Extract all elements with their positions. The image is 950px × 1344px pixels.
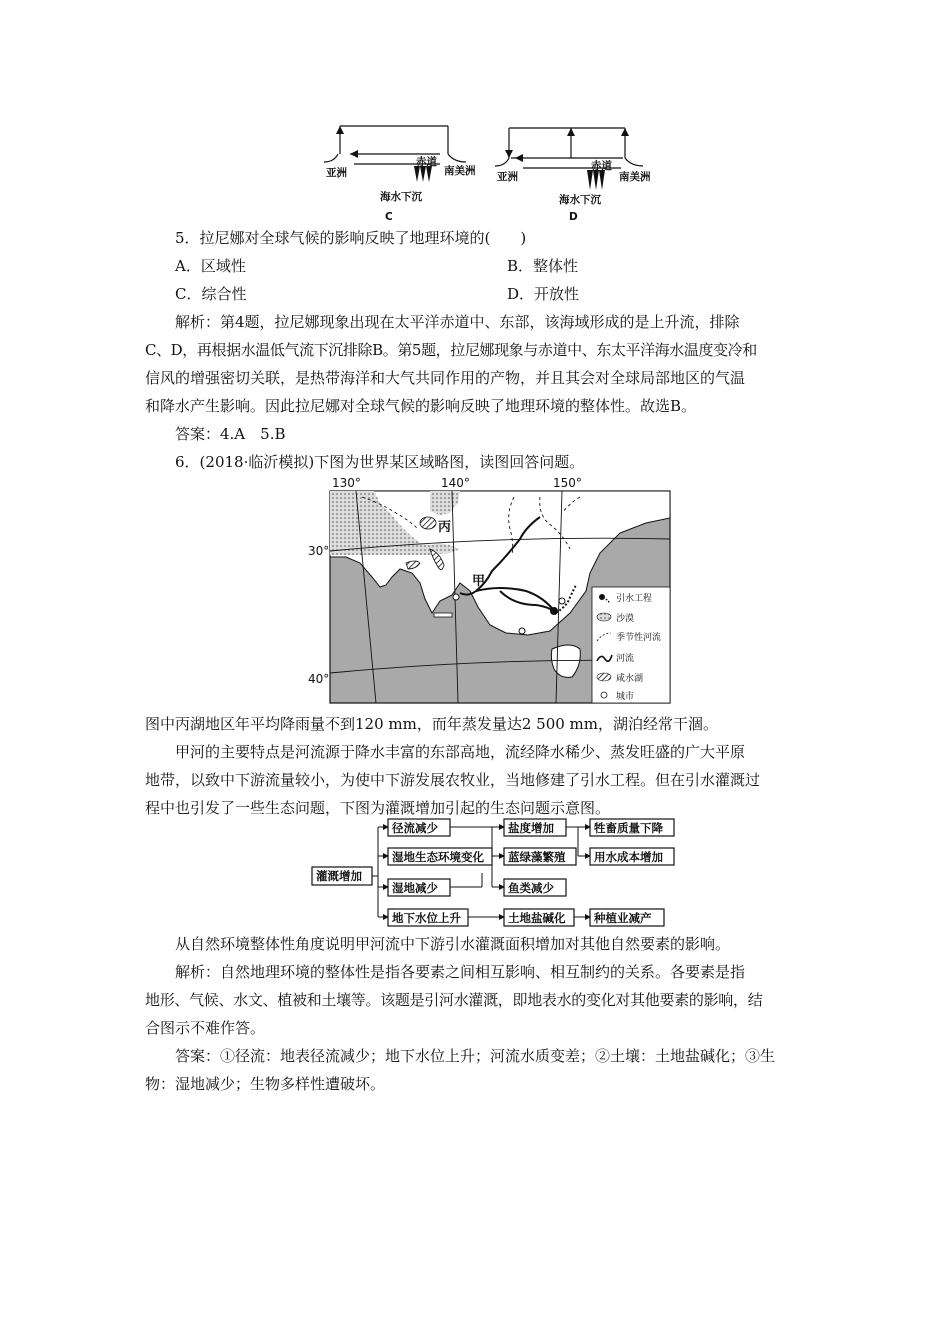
label-south-america: 南美洲 — [444, 165, 476, 177]
flow-salinization: 土地盐碱化 — [508, 911, 566, 925]
analysis1-line-4: 和降水产生影响。因此拉尼娜对全球气候的影响反映了地理环境的整体性。故选B。 — [145, 397, 697, 415]
label-d: D — [569, 211, 578, 223]
label-asia: 亚洲 — [326, 167, 347, 179]
walker-diagram-c — [320, 118, 476, 228]
q6-question: 从自然环境整体性角度说明甲河流中下游引水灌溉面积增加对其他自然要素的影响。 — [175, 935, 731, 953]
q5-option-b: B．整体性 — [507, 257, 579, 275]
flow-crop-reduction: 种植业减产 — [594, 911, 652, 925]
analysis1-line-2: C、D，再根据水温低气流下沉排除B。第5题，拉尼娜现象与赤道中、东太平洋海水温度变冷和 — [145, 341, 757, 359]
label-south-america: 南美洲 — [619, 171, 651, 183]
label-equator: 赤道 — [591, 160, 612, 172]
ecology-flow-diagram — [310, 819, 680, 931]
lon-label-140: 140° — [441, 476, 470, 490]
map-legend — [592, 587, 670, 703]
q6-text-line-2: 甲河的主要特点是河流源于降水丰富的东部高地，流经降水稀少、蒸发旺盛的广大平原 — [145, 743, 746, 761]
q6-text-line-3: 地带，以致中下游流量较小，为使中下游发展农牧业，当地修建了引水工程。但在引水灌溉过 — [145, 771, 761, 789]
q6-answer-line-2: 物：湿地减少；生物多样性遭破坏。 — [145, 1075, 386, 1093]
flow-algae-bloom: 蓝绿藻繁殖 — [508, 850, 566, 864]
q6-stem: 6．(2018·临沂模拟)下图为世界某区域略图，读图回答问题。 — [175, 453, 585, 471]
q6-answer-line-1: 答案：①径流：地表径流减少；地下水位上升；河流水质变差；②土壤：土地盐碱化；③生 — [145, 1047, 776, 1065]
q5-option-a: A．区域性 — [175, 257, 246, 275]
answer1: 答案：4.A 5.B — [175, 425, 286, 443]
q5-stem: 5．拉尼娜对全球气候的影响反映了地理环境的( ) — [175, 229, 527, 247]
legend-salt-lake: 咸水湖 — [616, 674, 644, 684]
flow-root: 灌溉增加 — [316, 869, 362, 883]
region-map — [300, 473, 680, 708]
q5-option-d: D．开放性 — [507, 285, 580, 303]
q5-option-c: C．综合性 — [175, 285, 247, 303]
analysis1-line-1: 解析：第4题，拉尼娜现象出现在太平洋赤道中、东部，该海域形成的是上升流，排除 — [175, 313, 740, 331]
q6-analysis-line-2: 地形、气候、水文、植被和土壤等。该题是引河水灌溉，即地表水的变化对其他要素的影响，结 — [145, 991, 763, 1009]
q6-analysis-line-3: 合图示不难作答。 — [145, 1019, 266, 1037]
lat-label-30: 30° — [308, 544, 330, 558]
flow-wetland-change: 湿地生态环境变化 — [392, 850, 484, 864]
walker-diagram-d — [493, 118, 663, 228]
legend-desert: 沙漠 — [616, 614, 635, 624]
lake-label-bing: 丙 — [438, 520, 452, 535]
analysis1-line-3: 信风的增强密切关联，是热带海洋和大气共同作用的产物，并且其会对全球局部地区的气温 — [145, 369, 746, 387]
flow-salinity-increase: 盐度增加 — [508, 821, 554, 835]
legend-river: 河流 — [616, 654, 635, 664]
flow-livestock-decline: 牲畜质量下降 — [594, 821, 663, 835]
label-asia: 亚洲 — [497, 171, 518, 183]
lat-label-40: 40° — [308, 672, 330, 686]
label-sink: 海水下沉 — [380, 191, 422, 203]
lon-label-150: 150° — [553, 476, 582, 490]
legend-seasonal-river: 季节性河流 — [616, 633, 662, 643]
q6-analysis-line-1: 解析：自然地理环境的整体性是指各要素之间相互影响、相互制约的关系。各要素是指 — [145, 963, 746, 981]
legend-diversion: 引水工程 — [616, 594, 653, 604]
flow-wetland-decrease: 湿地减少 — [392, 881, 438, 895]
q6-text-line-1: 图中丙湖地区年平均降雨量不到120 mm，而年蒸发量达2 500 mm，湖泊经常干涸。 — [145, 715, 719, 733]
flow-runoff-decrease: 径流减少 — [392, 821, 438, 835]
label-sink: 海水下沉 — [559, 194, 601, 206]
legend-city: 城市 — [616, 692, 635, 702]
flow-groundwater-rise: 地下水位上升 — [392, 911, 461, 925]
river-label-jia: 甲 — [472, 574, 486, 589]
flow-water-cost-rise: 用水成本增加 — [594, 850, 663, 864]
lon-label-130: 130° — [332, 476, 361, 490]
label-c: C — [385, 211, 393, 223]
label-equator: 赤道 — [416, 156, 437, 168]
flow-fish-decrease: 鱼类减少 — [508, 881, 554, 895]
q6-text-line-4: 程中也引发了一些生态问题，下图为灌溉增加引起的生态问题示意图。 — [145, 799, 611, 817]
